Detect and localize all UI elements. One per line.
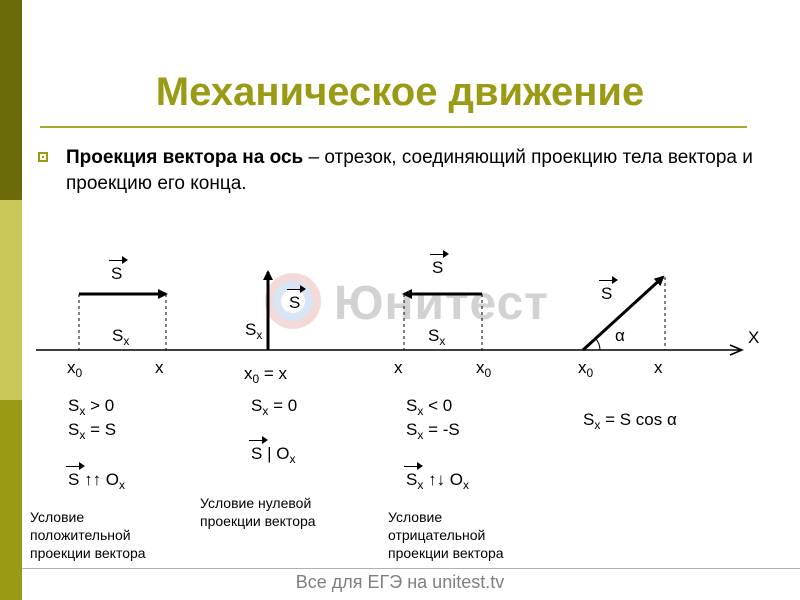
case4-start-label: $x_0$: [578, 358, 594, 380]
case1-condition-1: $S_x > 0$: [68, 396, 115, 418]
case4-formula: $S_x = S$ cos α: [583, 410, 677, 432]
case3-vector-label: S: [432, 258, 444, 277]
case3-condition-1: $S_x < 0$: [406, 396, 453, 418]
case2-projection-label: $S_x$: [245, 320, 263, 342]
x-axis-label: X: [748, 328, 760, 347]
footer-text: Все для ЕГЭ на unitest.tv: [295, 572, 505, 592]
case3-caption: Условие отрицательной проекции вектора: [388, 509, 504, 561]
definition-term: Проекция вектора на ось: [66, 147, 304, 168]
watermark-text: Юнитест: [334, 277, 549, 330]
case1-caption: Условие положительной проекции вектора: [30, 509, 146, 561]
case1-vector-label: S: [111, 264, 123, 283]
footer-divider: [22, 568, 800, 569]
definition-body: – отрезок, соединяющий проекцию тела вектора и проекцию его конца.: [66, 147, 753, 194]
case2-condition-1: $S_x = 0$: [251, 396, 298, 418]
page-title: Механическое движение: [155, 70, 645, 114]
case3-projection-label: $S_x$: [428, 326, 446, 348]
case1-start-label: $x_0$: [67, 358, 83, 380]
case3-condition-2: $S_x = -S$: [406, 420, 460, 442]
case2-caption: Условие нулевой проекции вектора: [200, 495, 316, 529]
case3-end-label: $x_0$: [476, 358, 492, 380]
case1-condition-2: $S_x = S$: [68, 420, 117, 442]
case4-vector-label: S: [601, 284, 613, 303]
case2-position-label: $x_0 = x$: [244, 364, 288, 386]
case3-start-label: x: [394, 358, 403, 377]
case3-relation: $S_x$ ↑↓ $O_x$: [406, 470, 470, 492]
case4-angle-label: α: [615, 326, 625, 345]
case1-projection-label: $S_x$: [112, 326, 130, 348]
case2-vector-label: S: [289, 293, 301, 312]
case1-relation: S ↑↑ $O_x$: [68, 470, 126, 492]
case2-relation: S | $O_x$: [251, 444, 296, 466]
case4-end-label: x: [654, 358, 663, 377]
case1-end-label: x: [155, 358, 164, 377]
